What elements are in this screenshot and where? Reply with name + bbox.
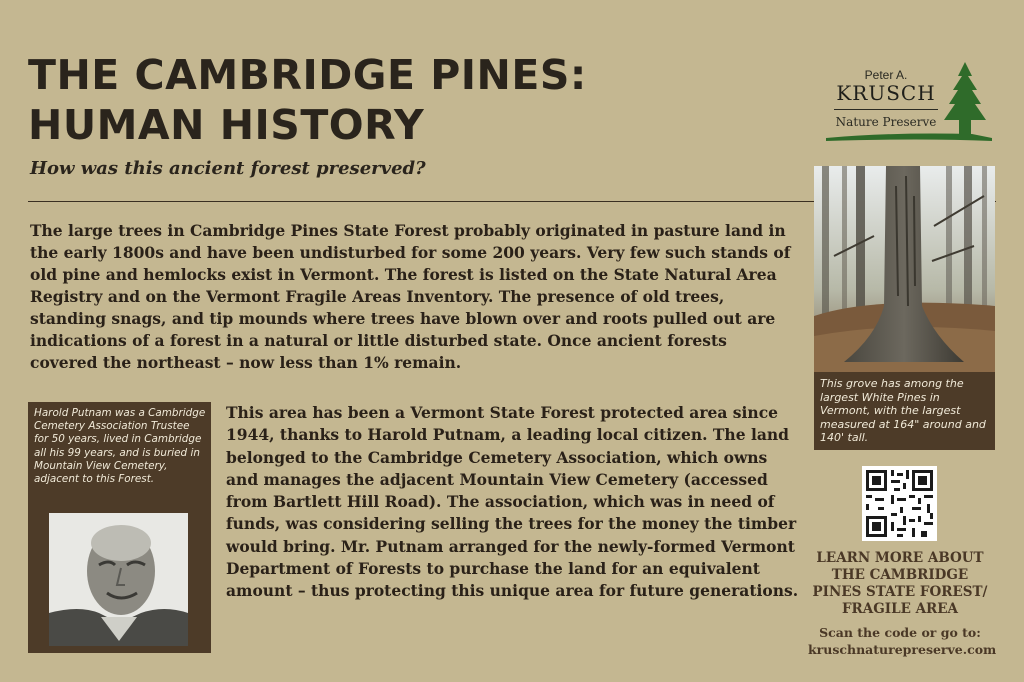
intro-paragraph: The large trees in Cambridge Pines State Forest probably originated in pasture land in the early 1800s and have been undisturbed for some 200 years. Very few such stands of old pine and hemlocks exist in Vermont. The forest is listed on the State Natural Area Registry and on the Vermont Fragile Areas Inventory. The presence of old trees, standing snags, and tip mounds where trees have blown over and roots pulled out are indications of a forest in a natural or little disturbed state. Once ancient forests covered the northeast – now less than 1% remain.: [30, 221, 791, 372]
logo-line-1: Peter A.: [864, 68, 908, 82]
learn-more-heading: LEARN MORE ABOUT THE CAMBRIDGE PINES STATE FOREST/ FRAGILE AREA: [812, 550, 988, 617]
putnam-sidebar: [28, 402, 211, 653]
website-url: kruschnaturepreserve.com: [808, 642, 997, 657]
logo-line-2: KRUSCH: [836, 81, 936, 105]
forest-photo: [814, 166, 995, 372]
qr-code[interactable]: [862, 466, 937, 541]
title-line-1: THE CAMBRIDGE PINES:: [28, 51, 587, 99]
photo-caption: This grove has among the largest White Pines in Vermont, with the largest measured at 164" around and 140' tall.: [814, 372, 995, 450]
title-line-2: HUMAN HISTORY: [28, 101, 425, 149]
history-paragraph: This area has been a Vermont State Forest protected area since 1944, thanks to Harold Putnam, a leading local citizen. The land belonged to the Cambridge Cemetery Association, which owns and manages the adjacent Mountain View Cemetery (accessed from Bartlett Hill Road). The association, which was in need of funds, was considering selling the trees for the money the timber would bring. Mr. Putnam arranged for the newly-formed Vermont Department of Forests to purchase the land for an equivalent amount – thus protecting this unique area for future generations.: [226, 403, 799, 601]
page-title: [28, 50, 788, 150]
krusch-logo: [822, 58, 994, 146]
logo-divider: [834, 109, 938, 110]
page-subtitle: How was this ancient forest preserved?: [30, 158, 426, 179]
qr-code-icon: [862, 466, 937, 541]
scan-line: Scan the code or go to:: [819, 625, 981, 640]
putnam-caption: Harold Putnam was a Cambridge Cemetery Association Trustee for 50 years, lived in Cambridge all his 99 years, and is buried in Mountain View Cemetery, adjacent to this Forest.: [34, 407, 206, 486]
putnam-portrait: [49, 513, 188, 646]
scan-instructions: [808, 624, 997, 658]
logo-line-3: Nature Preserve: [835, 115, 937, 129]
